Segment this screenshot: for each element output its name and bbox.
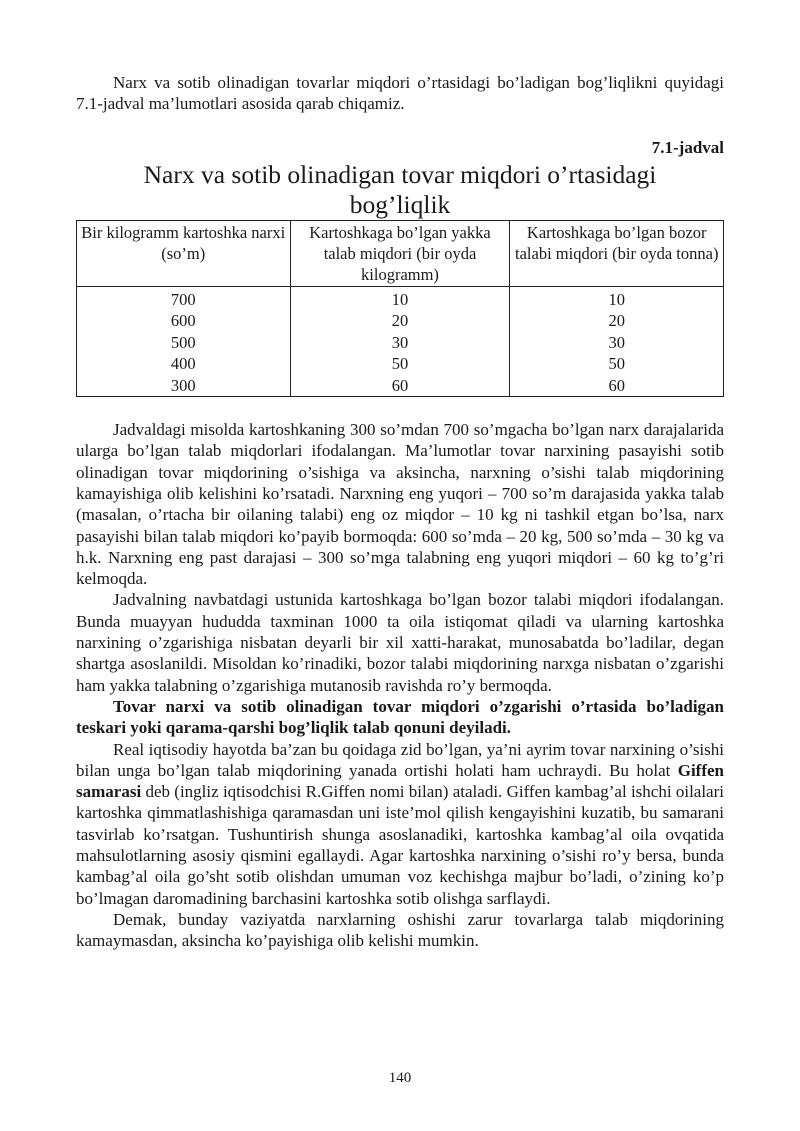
table-row (77, 310, 724, 332)
header-individual-demand: Kartoshkaga bo’lgan yakka talab miqdori (bir oyda kilogramm) (290, 220, 510, 286)
table-cell: 600 (77, 310, 291, 332)
table-cell: 400 (77, 353, 291, 375)
table-cell: 700 (77, 286, 291, 310)
table-cell: 300 (77, 375, 291, 397)
table-cell: 60 (290, 375, 510, 397)
giffen-term: Giffen samarasi (76, 760, 724, 802)
table-cell: 60 (510, 375, 724, 397)
table-cell: 30 (290, 332, 510, 354)
table-row (77, 286, 724, 310)
table-row (77, 353, 724, 375)
paragraph-table-explanation: Jadvaldagi misolda kartoshkaning 300 so’mdan 700 so’mgacha bo’lgan narx darajalarida ularga bo’lgan talab miqdorlari ifodalangan. Ma’lumotlar tovar narxining pasayishi sotib olinadigan tovar miqdorining o’sishiga va aksincha, narxning o’sishi talab miqdorining kamayishiga olib kelishini ko’rsatadi. Narxning eng yuqori – 700 so’m darajasida yakka talab (masalan, o’rtacha bir oilaning talabi) eng oz miqdor – 10 kg ni tashkil etgan bo’lsa, narx pasayishi bilan talab miqdori ko’payib bormoqda: 600 so’mda – 20 kg, 500 so’mda – 30 kg va h.k. Narxning eng past darajasi – 300 so’mga talabning eng yuqori miqdori – 60 kg to’g’ri kelmoqda. (76, 420, 724, 589)
table-label: 7.1-jadval (651, 137, 724, 157)
intro-paragraph: Narx va sotib olinadigan tovarlar miqdori o’rtasidagi bo’ladigan bog’liqlikni quyidagi 7.1-jadval ma’lumotlari asosida qarab chiqamiz. (76, 73, 724, 114)
table-title: Narx va sotib olinadigan tovar miqdori o’rtasidagi bog’liqlik (143, 159, 657, 219)
table-cell: 20 (290, 310, 510, 332)
table-cell: 50 (290, 353, 510, 375)
table-row (77, 375, 724, 397)
data-table (76, 220, 724, 398)
table-header-row (77, 220, 724, 286)
table-row (77, 332, 724, 354)
table-cell: 10 (510, 286, 724, 310)
paragraph-law-of-demand (76, 696, 724, 739)
paragraph-giffen-effect (76, 739, 724, 909)
table-cell: 20 (510, 310, 724, 332)
law-of-demand-definition: Tovar narxi va sotib olinadigan tovar miqdori o’zgarishi o’rtasida bo’ladigan teskari yoki qarama-qarshi bog’liqlik talab qonuni deyiladi. (76, 696, 724, 738)
header-price: Bir kilogramm kartoshka narxi (so’m) (77, 220, 291, 286)
paragraph-market-demand: Jadvalning navbatdagi ustunida kartoshkaga bo’lgan bozor talabi miqdori ifodalangan. Bunda muayyan hududda taxminan 1000 ta oila istiqomat qiladi va ularning kartoshka narxining o’zgarishiga nisbatan deyarli bir xil xatti-harakat, munosabatda bo’ladilar, degan shartga asoslanildi. Misoldan ko’rinadiki, bozor talabi miqdorining narxga nisbatan o’zgarishi ham yakka talabning o’zgarishiga mutanosib ravishda ro’y bermoqda. (76, 590, 724, 695)
table-cell: 500 (77, 332, 291, 354)
table-cell: 30 (510, 332, 724, 354)
giffen-text-part1: Real iqtisodiy hayotda ba’zan bu qoidaga zid bo’lgan, ya’ni ayrim tovar narxining o’sishi bilan unga bo’lgan talab miqdorining yanada ortishi holati ham uchraydi. Bu holat (76, 739, 724, 780)
page-number: 140 (388, 1070, 412, 1086)
table-cell: 50 (510, 353, 724, 375)
paragraph-conclusion: Demak, bunday vaziyatda narxlarning oshishi zarur tovarlarga talab miqdorining kamaymasdan, aksincha ko’payishiga olib kelishi mumkin. (76, 909, 724, 951)
table-cell: 10 (290, 286, 510, 310)
header-market-demand: Kartoshkaga bo’lgan bozor talabi miqdori (bir oyda tonna) (510, 220, 724, 286)
page-content (76, 72, 724, 952)
giffen-text-part2: deb (ingliz iqtisodchisi R.Giffen nomi bilan) ataladi. Giffen kambag’al ishchi oilalari kartoshka qimmatlashishiga qaramasdan uni iste’mol qilish kengayishini kuzatib, bu samarani tasvirlab ko’rsatgan. Tushuntirish shunga asoslanadiki, kartoshka kambag’al oila ovqatida mahsulotlarning asosiy qismini egallaydi. Agar kartoshka narxining o’sishi ro’y bersa, bunda kambag’al oila go’sht sotib olishdan umuman voz kechishga majbur bo’ladi, o’zining ko’p bo’lmagan daromadining barchasini kartoshka sotib olishga sarflaydi. (76, 782, 724, 908)
